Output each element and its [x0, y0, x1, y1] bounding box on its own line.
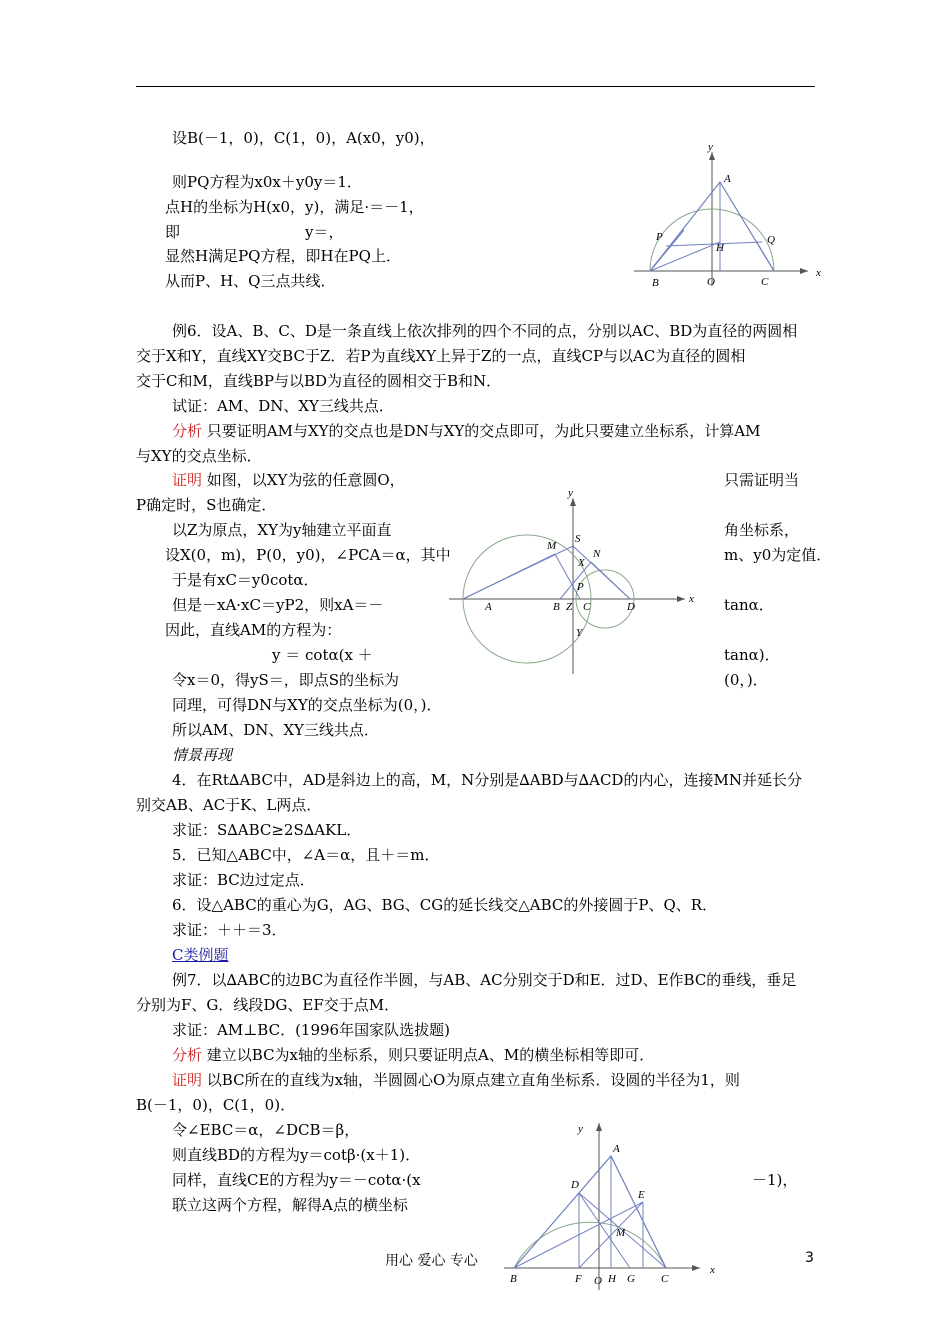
text-line: 只需证明当 — [724, 471, 800, 489]
header-rule — [136, 86, 815, 87]
text-line: 6．设△ABC的重心为G，AG、BG、CG的延长线交△ABC的外接圆于P、Q、R． — [172, 896, 718, 914]
label-B: B — [510, 1273, 517, 1285]
analysis-tag: 分析 — [172, 422, 203, 440]
label-C: C — [761, 276, 769, 288]
label-P: P — [577, 581, 584, 593]
text-line: y＝， — [305, 223, 344, 241]
text-line: 与XY的交点坐标． — [136, 447, 262, 465]
label-A: A — [613, 1143, 620, 1155]
text-line: tanα)． — [724, 646, 780, 664]
label-F: F — [575, 1273, 582, 1285]
proof-tag: 证明 — [172, 1071, 203, 1089]
text-line: 因此，直线AM的方程为： — [165, 621, 342, 639]
text-line: 则PQ方程为x0x＋y0y＝1． — [172, 173, 362, 191]
text-line: 交于X和Y，直线XY交BC于Z．若P为直线XY上异于Z的一点，直线CP与以AC为直径的圆相 — [136, 347, 746, 365]
label-x: x — [710, 1264, 715, 1276]
figure-triangle-semicircle — [630, 138, 830, 293]
text-line: 但是－xA·xC＝yP2，则xA＝－ — [172, 596, 384, 614]
analysis-line: 分析 只要证明AM与XY的交点也是DN与XY的交点即可，为此只要建立坐标系，计算AM — [172, 422, 761, 440]
text-line: 求证：＋＋＝3． — [172, 921, 287, 939]
text-line: 即 — [165, 223, 181, 241]
text-line: 角坐标系， — [724, 521, 800, 539]
label-B: B — [652, 277, 659, 289]
label-O: O — [594, 1275, 602, 1287]
label-y: y — [578, 1123, 583, 1135]
text-line: －1)， — [752, 1171, 798, 1189]
class-c-link[interactable]: C类例题 — [172, 946, 229, 964]
label-C: C — [583, 601, 591, 613]
label-X: X — [578, 557, 585, 569]
label-A: A — [724, 173, 731, 185]
text-line: 于是有xC＝y0cotα． — [172, 571, 319, 589]
text-line: 以Z为原点，XY为y轴建立平面直 — [172, 521, 392, 539]
text-line: 设X(0，m)，P(0，y0)，∠PCA＝α，其中 — [165, 546, 451, 564]
section-title: 情景再现 — [172, 746, 233, 764]
footer-slogan: 用心 爱心 专心 — [385, 1253, 478, 1269]
label-P: P — [656, 231, 663, 243]
text-line: y ＝ cotα(x ＋ — [272, 646, 373, 664]
label-C: C — [661, 1273, 669, 1285]
figure-semicircle-triangle — [500, 1118, 730, 1293]
text-line: B(－1，0)，C(1，0)． — [136, 1096, 296, 1114]
text-line: (0，)． — [724, 671, 768, 689]
text-line: 设B(－1，0)，C(1，0)，A(x0，y0)， — [172, 129, 435, 147]
label-x: x — [816, 267, 821, 279]
label-O: O — [707, 276, 715, 288]
text-line: 求证：AM⊥BC．(1996年国家队选拔题) — [172, 1021, 450, 1039]
text-line: m、y0为定值． — [724, 546, 832, 564]
label-M: M — [616, 1227, 626, 1239]
label-D: D — [571, 1179, 579, 1191]
label-H: H — [608, 1273, 616, 1285]
text-line: 令∠EBC＝α，∠DCB＝β， — [172, 1121, 360, 1139]
text-line: 别交AB、AC于K、L两点． — [136, 796, 322, 814]
figure-two-circles — [445, 488, 705, 678]
label-N: N — [593, 548, 601, 560]
text-line: 联立这两个方程，解得A点的横坐标 — [172, 1196, 408, 1214]
page-number: 3 — [805, 1250, 814, 1266]
text-line: 同样，直线CE的方程为y＝－cotα·(x — [172, 1171, 421, 1189]
text-line: 则直线BD的方程为y＝cotβ·(x＋1)． — [172, 1146, 421, 1164]
label-Z: Z — [566, 601, 573, 613]
label-M: M — [547, 540, 557, 552]
text-line: 例7．以∆ABC的边BC为直径作半圆，与AB、AC分别交于D和E．过D、E作BC的垂线，垂足 — [172, 971, 797, 989]
label-E: E — [638, 1189, 645, 1201]
label-A: A — [485, 601, 492, 613]
text-line: 例6．设A、B、C、D是一条直线上依次排列的四个不同的点，分别以AC、BD为直径的两圆相 — [172, 322, 798, 340]
label-S: S — [575, 533, 581, 545]
analysis-line: 分析 建立以BC为x轴的坐标系，则只要证明点A、M的横坐标相等即可． — [172, 1046, 655, 1064]
label-x: x — [689, 593, 694, 605]
analysis-tag: 分析 — [172, 1046, 203, 1064]
text-line: 从而P、H、Q三点共线． — [165, 272, 336, 290]
text-line: 所以AM、DN、XY三线共点． — [172, 721, 379, 739]
text-line: 同理，可得DN与XY的交点坐标为(0，)． — [172, 696, 442, 714]
text-line: 试证：AM、DN、XY三线共点． — [172, 397, 394, 415]
text-line: 点H的坐标为H(x0，y)，满足·＝－1， — [165, 198, 424, 216]
label-D: D — [627, 601, 635, 613]
text-line: 求证：S∆ABC≥2S∆AKL． — [172, 821, 362, 839]
text-line: 令x＝0，得yS＝，即点S的坐标为 — [172, 671, 400, 689]
text-line: 5．已知△ABC中，∠A＝α，且＋＝m． — [172, 846, 440, 864]
text-line: 4．在Rt∆ABC中，AD是斜边上的高，M，N分别是∆ABD与∆ACD的内心，连接MN并延长分 — [172, 771, 802, 789]
label-Q: Q — [767, 234, 775, 246]
label-y: y — [568, 487, 573, 499]
text-line: P确定时，S也确定． — [136, 496, 277, 514]
text-line: tanα． — [724, 596, 774, 614]
text-line: 交于C和M，直线BP与以BD为直径的圆相交于B和N． — [136, 372, 502, 390]
label-G: G — [627, 1273, 635, 1285]
text-line: 显然H满足PQ方程，即H在PQ上． — [165, 247, 401, 265]
label-Y: Y — [576, 627, 583, 639]
proof-line: 证明 如图，以XY为弦的任意圆O， — [172, 471, 405, 489]
text-line: 分别为F、G．线段DG、EF交于点M． — [136, 996, 400, 1014]
label-B: B — [553, 601, 560, 613]
text-line: 求证：BC边过定点． — [172, 871, 315, 889]
proof-tag: 证明 — [172, 471, 203, 489]
proof-line: 证明 以BC所在的直线为x轴，半圆圆心O为原点建立直角坐标系．设圆的半径为1，则 — [172, 1071, 740, 1089]
label-H: H — [716, 242, 724, 254]
label-y: y — [708, 141, 713, 153]
